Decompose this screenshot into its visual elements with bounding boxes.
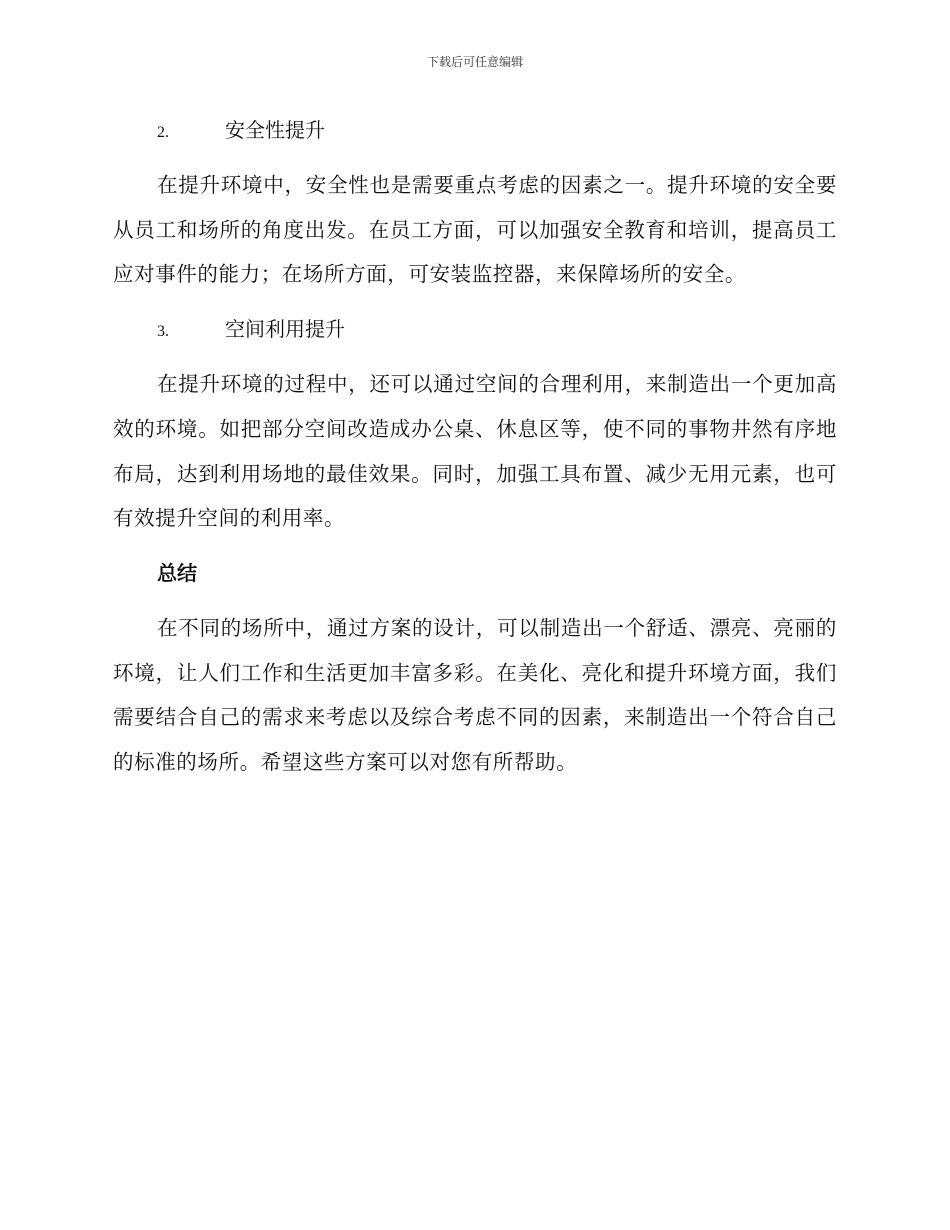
section-title: 空间利用提升 — [225, 317, 345, 342]
section-number: 2. — [157, 124, 169, 141]
section-heading-safety — [157, 110, 837, 150]
section-paragraph-safety: 在提升环境中，安全性也是需要重点考虑的因素之一。提升环境的安全要从员工和场所的角度出发。在员工方面，可以加强安全教育和培训，提高员工应对事件的能力；在场所方面，可安装监控器，来保障场所的安全。 — [113, 173, 837, 287]
section-paragraph-space: 在提升环境的过程中，还可以通过空间的合理利用，来制造出一个更加高效的环境。如把部分空间改造成办公桌、休息区等，使不同的事物井然有序地布局，达到利用场地的最佳效果。同时，加强工具布置、减少无用元素，也可有效提升空间的利用率。 — [113, 372, 837, 531]
page-header-note: 下载后可任意编辑 — [426, 55, 523, 69]
section-heading-space — [157, 309, 837, 349]
document-content — [113, 110, 837, 785]
summary-paragraph: 在不同的场所中，通过方案的设计，可以制造出一个舒适、漂亮、亮丽的环境，让人们工作和生活更加丰富多彩。在美化、亮化和提升环境方面，我们需要结合自己的需求来考虑以及综合考虑不同的因素，来制造出一个符合自己的标准的场所。希望这些方案可以对您有所帮助。 — [113, 615, 837, 775]
section-title: 安全性提升 — [225, 118, 325, 142]
section-number: 3. — [157, 323, 169, 341]
summary-heading: 总结 — [157, 560, 197, 585]
